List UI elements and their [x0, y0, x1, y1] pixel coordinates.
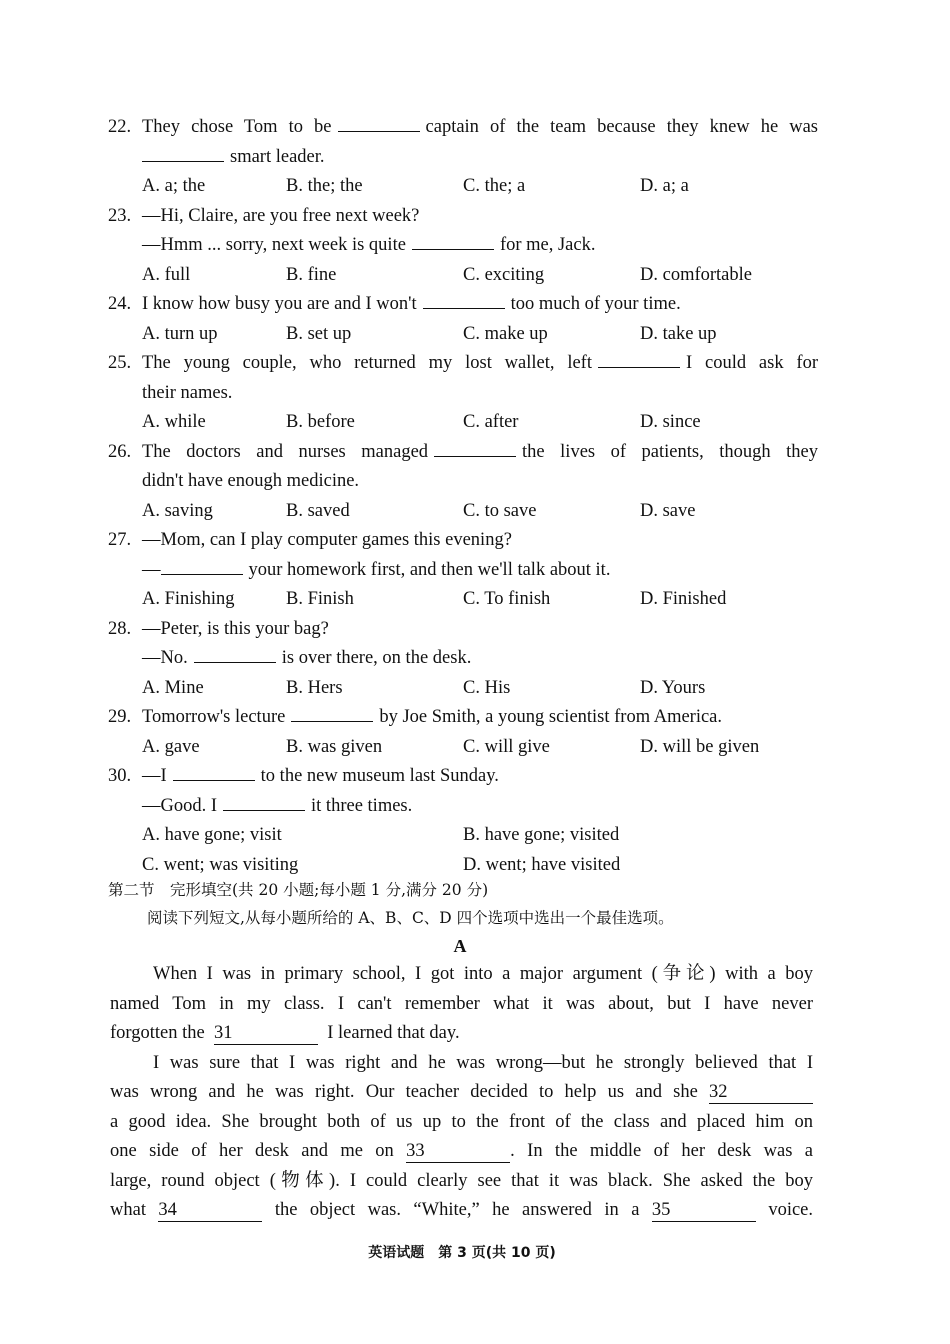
- question-number: 27.: [108, 530, 132, 550]
- passage-line: forgotten the 31 I learned that day.: [110, 1023, 460, 1043]
- section-instruction: 阅读下列短文,从每小题所给的 A、B、C、D 四个选项中选出一个最佳选项。: [147, 909, 674, 927]
- option-c[interactable]: C. the; a: [463, 176, 526, 196]
- question-22: 22. They chose Tom to be captain of the team because they knew he was smart leader. A. a; the B. the; the C. the; a D. a; a: [108, 113, 818, 202]
- option-c[interactable]: C. will give: [463, 736, 550, 757]
- option-a[interactable]: A. saving: [142, 500, 213, 521]
- question-29: 29. Tomorrow's lecture by Joe Smith, a young scientist from America. A. gave B. was given C. will give D. will be given: [108, 703, 818, 762]
- question-number: 23.: [108, 205, 132, 226]
- option-c[interactable]: C. To finish: [463, 589, 551, 609]
- question-number: 24.: [108, 294, 132, 314]
- answer-blank[interactable]: [434, 438, 516, 457]
- question-26: 26. The doctors and nurses managed the lives of patients, though they didn't have enough medicine. A. saving B. saved C. to save D. save: [108, 438, 818, 527]
- option-b[interactable]: B. was given: [286, 736, 383, 757]
- option-b[interactable]: B. saved: [286, 500, 350, 521]
- cloze-blank-34[interactable]: 34: [158, 1199, 262, 1222]
- option-d[interactable]: D. Finished: [640, 589, 727, 609]
- passage-line: a good idea. She brought both of us up to the front of the class and placed him on: [110, 1111, 813, 1132]
- question-23: 23. —Hi, Claire, are you free next week? —Hmm ... sorry, next week is quite for me, Jack. A. full B. fine C. exciting D. comfortable: [108, 202, 818, 291]
- option-c[interactable]: C. to save: [463, 500, 537, 521]
- option-a[interactable]: A. Mine: [142, 677, 204, 698]
- option-b[interactable]: B. Finish: [286, 589, 354, 609]
- option-d[interactable]: D. save: [640, 500, 696, 521]
- question-number: 25.: [108, 353, 132, 373]
- question-30: 30. —I to the new museum last Sunday. —Good. I it three times. A. have gone; visit B. have gone; visited C. went; was visiting D. went; have visited: [108, 762, 818, 880]
- passage-line: was wrong and he was right. Our teacher decided to help us and she 32: [110, 1078, 813, 1108]
- question-27: 27. —Mom, can I play computer games this evening? — your homework first, and then we'll talk about it. A. Finishing B. Finish C. To finish D. Finished: [108, 526, 818, 615]
- question-24: 24. I know how busy you are and I won't too much of your time. A. turn up B. set up C. make up D. take up: [108, 290, 818, 349]
- option-b[interactable]: B. fine: [286, 264, 337, 285]
- option-c[interactable]: C. exciting: [463, 264, 545, 285]
- cloze-passage: [110, 960, 813, 1226]
- option-c[interactable]: C. after: [463, 412, 519, 432]
- answer-blank[interactable]: [338, 113, 420, 132]
- option-d[interactable]: D. Yours: [640, 677, 706, 698]
- answer-blank[interactable]: [223, 792, 305, 811]
- option-b[interactable]: B. the; the: [286, 176, 363, 196]
- answer-blank[interactable]: [161, 556, 243, 575]
- option-d[interactable]: D. went; have visited: [463, 854, 621, 875]
- option-d[interactable]: D. take up: [640, 323, 717, 344]
- option-c[interactable]: C. went; was visiting: [142, 854, 299, 875]
- option-b[interactable]: B. have gone; visited: [463, 825, 620, 845]
- page-footer: 英语试题 第 3 页(共 10 页): [368, 1245, 556, 1261]
- cloze-blank-33[interactable]: 33: [406, 1140, 510, 1163]
- passage-line: named Tom in my class. I can't remember what it was about, but I have never: [110, 993, 813, 1014]
- option-b[interactable]: B. set up: [286, 323, 352, 344]
- option-a[interactable]: A. turn up: [142, 323, 218, 344]
- answer-blank[interactable]: [173, 762, 255, 781]
- answer-blank[interactable]: [423, 290, 505, 309]
- question-28: 28. —Peter, is this your bag? —No. is over there, on the desk. A. Mine B. Hers C. His D. Yours: [108, 615, 818, 704]
- option-a[interactable]: A. while: [142, 412, 206, 432]
- question-number: 30.: [108, 766, 132, 786]
- answer-blank[interactable]: [291, 703, 373, 722]
- passage-line: When I was in primary school, I got into a major argument (争论) with a boy: [153, 964, 813, 984]
- question-number: 29.: [108, 707, 132, 727]
- question-number: 22.: [108, 117, 132, 137]
- option-b[interactable]: B. Hers: [286, 677, 343, 698]
- section-heading: 第二节 完形填空(共 20 小题;每小题 1 分,满分 20 分): [108, 881, 489, 899]
- cloze-blank-31[interactable]: 31: [214, 1022, 318, 1045]
- question-number: 28.: [108, 618, 132, 639]
- answer-blank[interactable]: [598, 349, 680, 368]
- option-c[interactable]: C. make up: [463, 323, 548, 344]
- option-a[interactable]: A. a; the: [142, 176, 206, 196]
- passage-title: A: [453, 936, 467, 956]
- answer-blank[interactable]: [194, 644, 276, 663]
- question-25: 25. The young couple, who returned my lost wallet, left I could ask for their names. A. while B. before C. after D. since: [108, 349, 818, 438]
- option-a[interactable]: A. gave: [142, 736, 200, 757]
- option-a[interactable]: A. Finishing: [142, 589, 235, 609]
- option-a[interactable]: A. full: [142, 264, 191, 285]
- answer-blank[interactable]: [412, 231, 494, 250]
- cloze-blank-32[interactable]: 32: [709, 1081, 813, 1104]
- cloze-blank-35[interactable]: 35: [652, 1199, 756, 1222]
- passage-line: what 34 the object was. “White,” he answered in a 35 voice.: [110, 1200, 813, 1220]
- option-d[interactable]: D. comfortable: [640, 264, 752, 285]
- option-a[interactable]: A. have gone; visit: [142, 825, 282, 845]
- question-number: 26.: [108, 441, 132, 462]
- option-d[interactable]: D. a; a: [640, 176, 689, 196]
- answer-blank[interactable]: [142, 143, 224, 162]
- option-d[interactable]: D. since: [640, 412, 701, 432]
- passage-line: one side of her desk and me on 33 . In the middle of her desk was a: [110, 1141, 813, 1161]
- multiple-choice-questions: [108, 113, 818, 880]
- passage-line: I was sure that I was right and he was wrong—but he strongly believed that I: [153, 1052, 813, 1073]
- option-b[interactable]: B. before: [286, 412, 355, 432]
- option-d[interactable]: D. will be given: [640, 736, 760, 757]
- passage-line: large, round object (物体). I could clearly see that it was black. She asked the boy: [110, 1170, 813, 1191]
- option-c[interactable]: C. His: [463, 677, 511, 698]
